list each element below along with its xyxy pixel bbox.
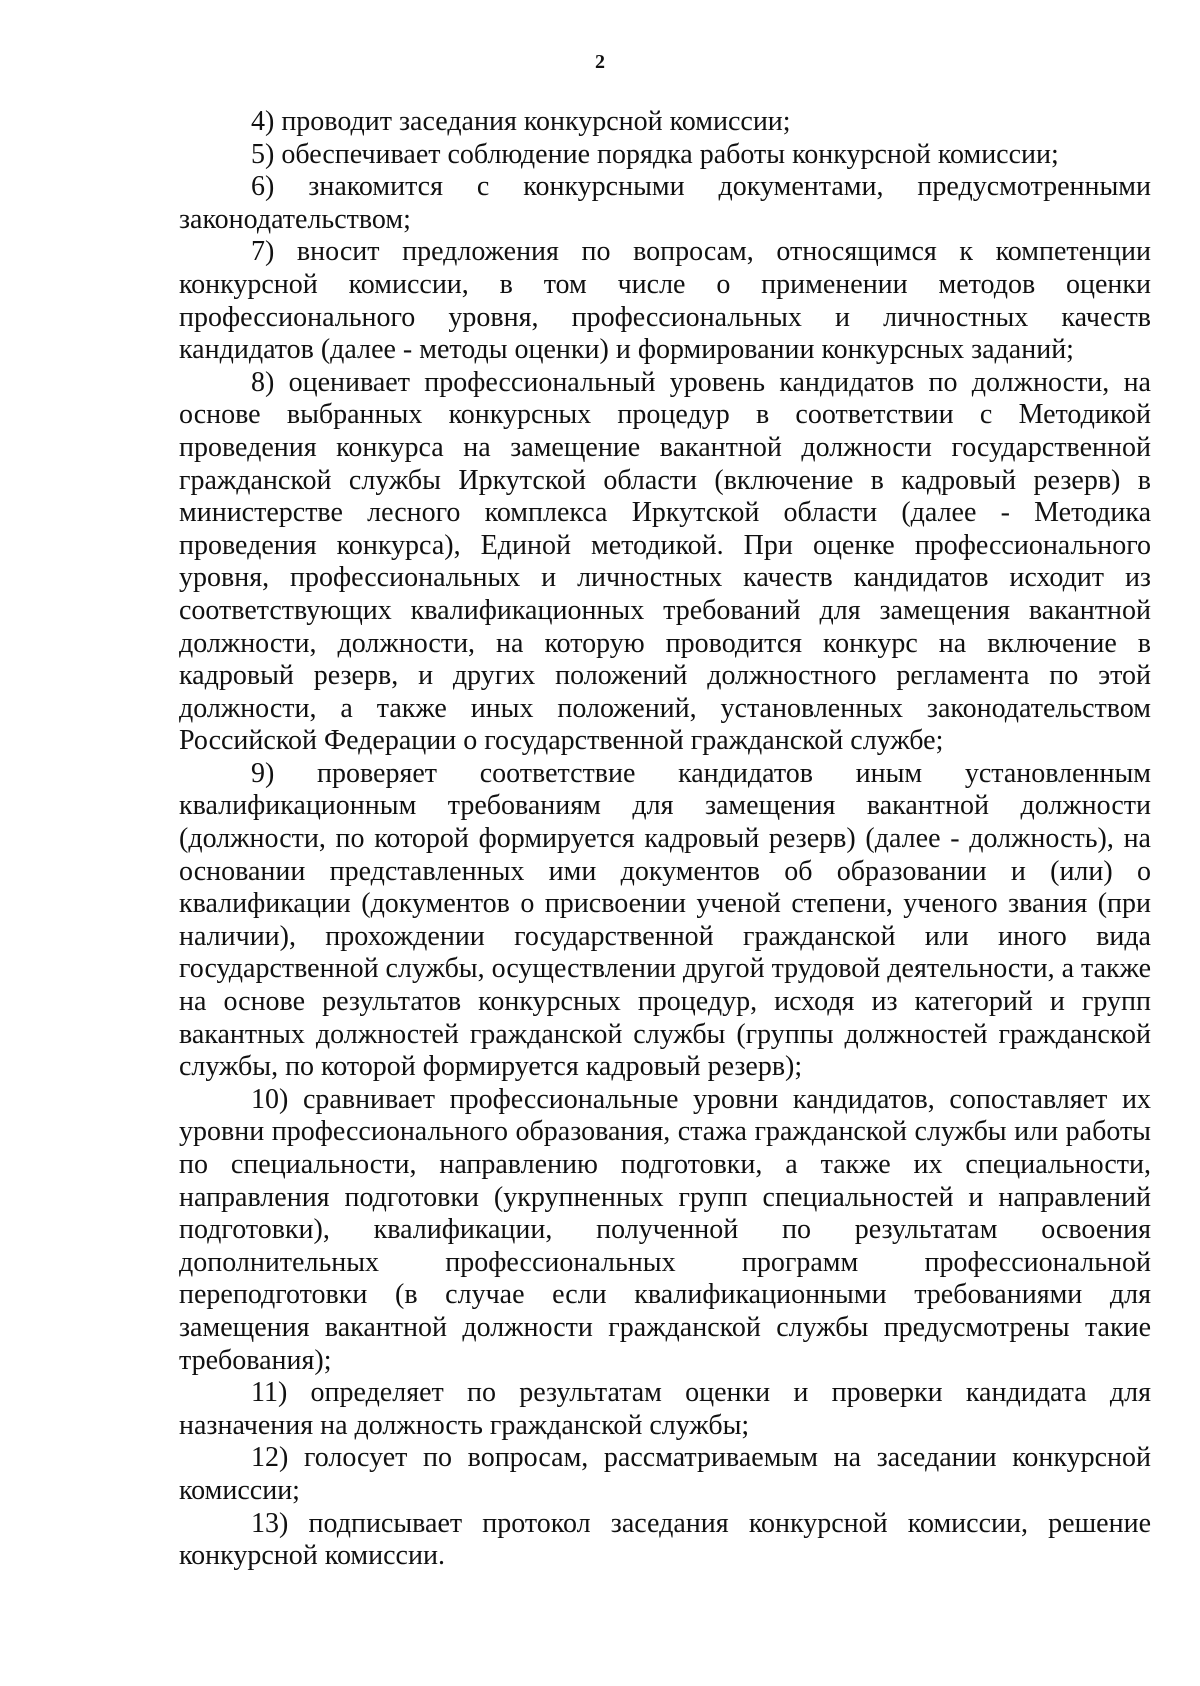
list-item-12: 12) голосует по вопросам, рассматриваемым на заседании конкурсной комиссии; [179, 1442, 1151, 1506]
list-item-9: 9) проверяет соответствие кандидатов иным установленным квалификационным требованиям для замещения вакантной должности (должности, по которой формируется кадровый резерв) (далее - должность), на основании представленных ими документов об образовании и (или) о квалификации (документов о присвоении ученой степени, ученого звания (при наличии), прохождении государственной гражданской или иного вида государственной службы, осуществлении другой трудовой деятельности, а также на основе результатов конкурсных процедур, исходя из категорий и групп вакантных должностей гражданской службы (группы должностей гражданской службы, по которой формируется кадровый резерв); [179, 757, 1152, 1083]
document-body [179, 106, 1151, 1573]
list-item-5: 5) обеспечивает соблюдение порядка работы конкурсной комиссии; [251, 138, 1059, 170]
list-item-8: 8) оценивает профессиональный уровень кандидатов по должности, на основе выбранных конкурсных процедур в соответствии с Методикой проведения конкурса на замещение вакантной должности государственной гражданской службы Иркутской области (включение в кадровый резерв) в министерстве лесного комплекса Иркутской области (далее - Методика проведения конкурса), Единой методикой. При оценке профессионального уровня, профессиональных и личностных качеств кандидатов исходит из соответствующих квалификационных требований для замещения вакантной должности, должности, на которую проводится конкурс на включение в кадровый резерв, и других положений должностного регламента по этой должности, а также иных положений, установленных законодательством Российской Федерации о государственной гражданской службе; [179, 366, 1151, 757]
list-item-13: 13) подписывает протокол заседания конкурсной комиссии, решение конкурсной комиссии. [179, 1507, 1151, 1572]
page-number: 2 [595, 51, 605, 73]
list-item-11: 11) определяет по результатам оценки и проверки кандидата для назначения на должность гражданской службы; [179, 1377, 1151, 1441]
list-item-10: 10) сравнивает профессиональные уровни кандидатов, сопоставляет их уровни профессионального образования, стажа гражданской службы или работы по специальности, направлению подготовки, а также их специальности, направления подготовки (укрупненных групп специальностей и направлений подготовки), квалификации, полученной по результатам освоения дополнительных профессиональных программ профессиональной переподготовки (в случае если квалификационными требованиями для замещения вакантной должности гражданской службы предусмотрены такие требования); [179, 1083, 1151, 1376]
list-item-6: 6) знакомится с конкурсными документами, предусмотренными законодательством; [179, 171, 1151, 235]
list-item-7: 7) вносит предложения по вопросам, относящимся к компетенции конкурсной комиссии, в том числе о применении методов оценки профессионального уровня, профессиональных и личностных качеств кандидатов (далее - методы оценки) и формировании конкурсных заданий; [179, 236, 1151, 366]
list-item-4: 4) проводит заседания конкурсной комиссии; [251, 106, 791, 137]
